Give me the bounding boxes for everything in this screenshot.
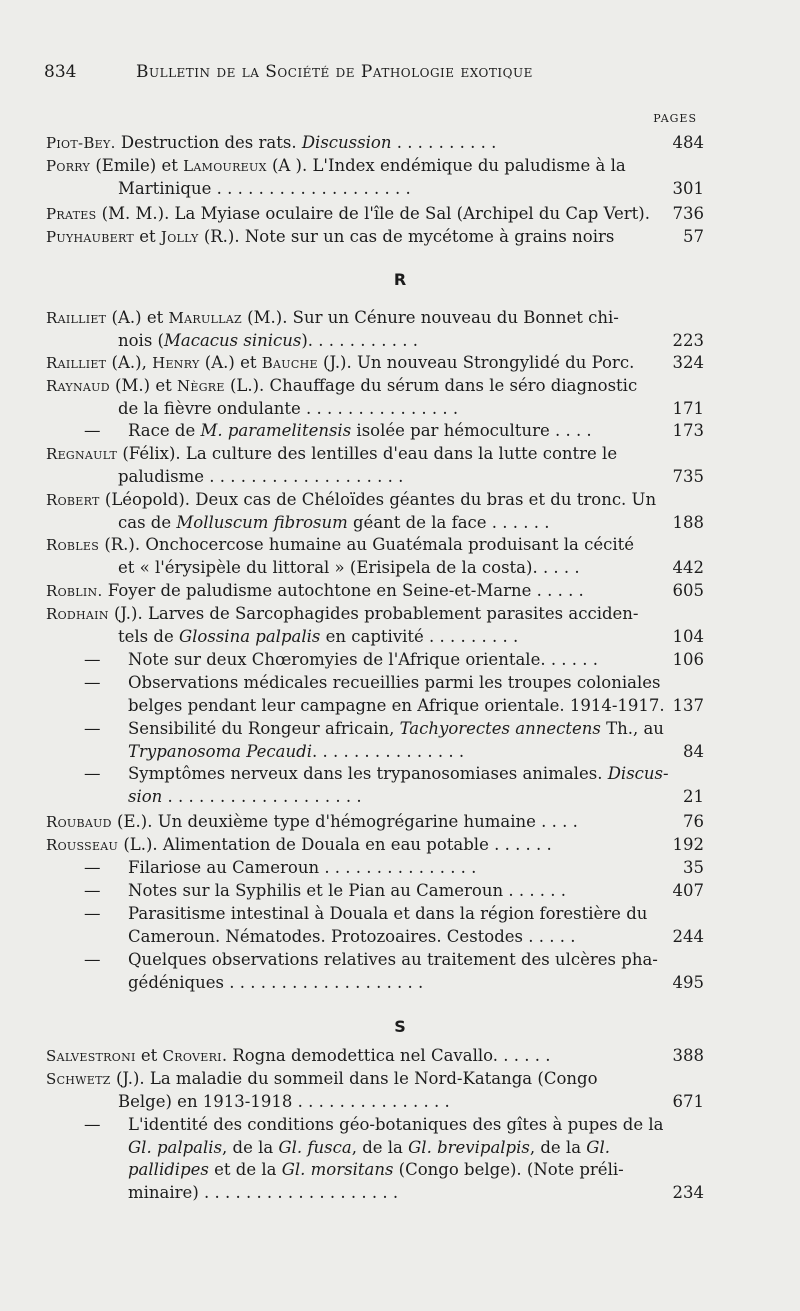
index-entry [46,903,704,948]
index-entry [46,534,704,579]
entry-line [46,580,704,603]
page-ref: 21 [677,786,704,809]
entry-text: (M.) et [109,376,177,395]
entry-line [46,834,704,857]
entry-text: Quelques observations relatives au traitement des ulcères pha- [128,950,658,969]
entry-text: Trypanosoma Pecaudi [128,741,312,761]
page-ref: 192 [667,834,705,857]
entry-text: et « l'érysipèle du littoral » (Erisipela de la costa). . . . . [118,557,580,577]
entry-line [46,466,704,489]
entry-line [46,811,704,834]
entry-line [46,489,700,512]
entry-line [46,132,704,155]
entry-text: Gl. [586,1137,610,1157]
entry-text: (R.). Note sur un cas de mycétome à grains noirs [198,227,615,246]
index-entry [46,420,704,443]
index-entry [46,443,704,488]
entry-text: (A.) et [106,308,169,327]
entry-line [46,903,700,926]
entry-text: Macacus sinicus [164,330,302,350]
entry-text: (J.). La maladie du sommeil dans le Nord-Katanga (Congo [110,1069,598,1088]
entry-line [46,603,700,626]
entry-line [46,330,704,353]
entry-text: cas de [118,512,177,532]
author-name: Rodhain [46,605,109,623]
author-name: Robles [46,536,100,554]
ditto-dash: — [84,881,101,900]
ditto-dash: — [84,673,101,692]
author-name: Piot-Bey. [46,134,116,152]
page-ref: 35 [677,857,704,880]
entry-line [46,398,704,421]
index-entry [46,949,704,994]
author-name: Bauche [261,354,318,372]
entry-line [46,1159,700,1182]
page-ref: 407 [667,880,705,903]
entry-line [46,1068,700,1091]
entry-text: (Léopold). Deux cas de Chéloïdes géantes du bras et du tronc. Un [99,490,657,509]
index-entry [46,649,704,672]
entry-text: Gl. morsitans [281,1160,394,1179]
entry-text: (Félix). La culture des lentilles d'eau dans la lutte contre le [117,444,618,463]
entry-line [46,926,704,949]
entry-line [46,375,700,398]
entry-line [46,672,700,695]
entry-line [46,626,704,649]
entry-line [46,857,704,880]
page-ref: 104 [667,626,705,649]
entry-line [46,1114,700,1137]
entry-text: Th., au [600,719,664,738]
entry-line [46,155,700,178]
entry-text: (A.), [106,353,153,372]
index-entry [46,718,704,763]
entry-text: et [135,1046,163,1065]
index-entry [46,763,704,808]
entry-text: Destruction des rats. [115,133,302,152]
author-name: Railliet [46,354,107,372]
index-entry [46,580,704,603]
page-ref: 234 [667,1182,705,1205]
entry-text: de la fièvre ondulante . . . . . . . . . . . . . . . [118,398,459,418]
entry-text: Belge) en 1913-1918 . . . . . . . . . . . . . . . [118,1091,450,1111]
ditto-dash: — [84,421,101,440]
author-name: Roblin. [46,582,103,600]
page-ref: 57 [677,226,704,249]
entry-text: Tachyorectes annectens [399,719,601,738]
ditto-dash: — [84,858,101,877]
entry-text: (E.). Un deuxième type d'hémogrégarine humaine . . . . [111,812,578,831]
page-ref: 76 [677,811,704,834]
entry-line [46,718,700,741]
entry-line [46,1137,700,1160]
author-name: Rousseau [46,836,119,854]
author-name: Schwetz [46,1070,111,1088]
ditto-dash: — [84,650,101,669]
entry-text: géant de la face . . . . . . [347,512,550,532]
journal-title: Bulletin de la Société de Pathologie exotique [136,62,533,82]
entry-text: . Rogna demodettica nel Cavallo. . . . . . [221,1046,551,1065]
entry-text: Martinique . . . . . . . . . . . . . . . . . . . [118,178,411,198]
entry-line [46,1182,704,1205]
entry-text: et de la [208,1160,282,1179]
entry-text: (M.). Sur un Cénure nouveau du Bonnet chi- [241,308,619,327]
entry-text: Discus- [607,764,669,783]
ditto-dash: — [84,904,101,923]
entry-line [46,1091,704,1114]
index-entry [46,603,704,648]
author-name: Salvestroni [46,1047,136,1065]
pages-column-label: PAGES [653,112,697,125]
entry-line [46,786,704,809]
entry-text: Parasitisme intestinal à Douala et dans la région forestière du [128,904,648,923]
entry-text: ). . . . . . . . . . . [301,330,418,350]
author-name: Puyhaubert [46,228,134,246]
ditto-dash: — [84,764,101,783]
entry-text: Foyer de paludisme autochtone en Seine-et-Marne . . . . . [102,581,584,600]
entry-line [46,557,704,580]
entry-line [46,972,704,995]
author-name: Jolly [160,228,199,246]
author-name: Nègre [176,377,225,395]
entry-line [46,534,700,557]
entry-line [46,420,704,443]
entry-text: Sensibilité du Rongeur africain, [128,719,400,738]
entry-text: (M. M.). La Myiase oculaire de l'île de Sal (Archipel du Cap Vert). [96,204,650,223]
page-ref: 388 [667,1045,705,1068]
entry-line [46,352,704,375]
entry-text: . . . . . . . . . . . . . . . . . . . [162,786,362,806]
entry-line [46,443,700,466]
entry-line [46,880,704,903]
page-ref: 324 [667,352,705,375]
entry-line [46,1045,704,1068]
page-ref: 137 [667,695,705,718]
entry-text: (J.). Larves de Sarcophagides probablement parasites acciden- [108,604,639,623]
page-ref: 84 [677,741,704,764]
index-entry [46,307,704,352]
entry-line [46,763,700,786]
entry-text: sion [128,786,163,806]
author-name: Robert [46,491,100,509]
entry-text: Filariose au Cameroun . . . . . . . . . . . . . . . [128,858,477,877]
index-entry [46,132,704,155]
entry-text: Molluscum fibrosum [176,512,348,532]
entry-line [46,949,700,972]
page-ref: 484 [667,132,705,155]
entry-text: Observations médicales recueillies parmi les troupes coloniales [128,673,661,692]
author-name: Marullaz [168,309,242,327]
entry-text: Discussion [301,133,392,152]
page-number: 834 [44,62,77,82]
entry-text: L'identité des conditions géo-botaniques des gîtes à pupes de la [128,1115,664,1134]
entry-text: et [133,227,161,246]
ditto-dash: — [84,719,101,738]
entry-text: Glossina palpalis [178,626,321,646]
section-letter-r: R [393,270,407,289]
entry-text: Symptômes nerveux dans les trypanosomiases animales. [128,764,608,783]
entry-text: Gl. palpalis [128,1137,223,1157]
index-entry [46,203,704,226]
entry-text: (J.). Un nouveau Strongylidé du Porc. [317,353,635,372]
entry-line [46,226,704,249]
entry-text: Cameroun. Nématodes. Protozoaires. Cestodes . . . . . [128,926,576,946]
entry-line [46,203,704,226]
page-ref: 442 [667,557,705,580]
entry-text: . . . . . . . . . . . . . . . [311,741,465,761]
index-entry [46,1045,704,1068]
entry-text: , de la [222,1137,279,1157]
page-ref: 106 [667,649,705,672]
author-name: Raynaud [46,377,110,395]
index-entry [46,857,704,880]
entry-text: (Congo belge). (Note préli- [393,1160,624,1179]
author-name: Roubaud [46,813,112,831]
index-entry [46,1068,704,1113]
entry-line [46,741,704,764]
entry-text: Note sur deux Chœromyies de l'Afrique orientale. . . . . . [128,650,599,669]
entry-text: tels de [118,626,179,646]
author-name: Henry [152,354,200,372]
index-entry [46,352,704,375]
page-ref: 244 [667,926,705,949]
page-ref: 736 [667,203,705,226]
page-ref: 735 [667,466,705,489]
entry-text: minaire) . . . . . . . . . . . . . . . . . . . [128,1182,399,1202]
entry-line [46,649,704,672]
entry-text: , de la [351,1137,409,1157]
entry-text: belges pendant leur campagne en Afrique orientale. 1914-1917. [128,695,665,715]
page-ref: 223 [667,330,705,353]
entry-text: (A.) et [199,353,262,372]
entry-text: gédéniques . . . . . . . . . . . . . . . . . . . [128,972,424,992]
page-ref: 301 [667,178,705,201]
index-entry [46,811,704,834]
entry-text: paludisme . . . . . . . . . . . . . . . . . . . [118,466,404,486]
entry-text: pallidipes [128,1160,209,1179]
index-entry [46,880,704,903]
entry-text: isolée par hémoculture . . . . [351,421,592,440]
index-entry [46,1114,704,1204]
index-entry [46,672,704,717]
entry-text: , de la [529,1137,587,1157]
section-letter-s: S [394,1017,406,1036]
entry-text: (R.). Onchocercose humaine au Guatémala produisant la cécité [99,535,635,554]
entry-text: Notes sur la Syphilis et le Pian au Cameroun . . . . . . [128,881,567,900]
entry-text: M. paramelitensis [200,421,352,440]
author-name: Regnault [46,445,118,463]
author-name: Croveri [162,1047,222,1065]
page-ref: 671 [667,1091,705,1114]
entry-text: (L.). Chauffage du sérum dans le séro diagnostic [224,376,638,395]
page-ref: 173 [667,420,705,443]
index-entry [46,834,704,857]
index-entry [46,226,704,249]
entry-line [46,178,704,201]
index-entry [46,489,704,534]
entry-text: (Emile) et [90,156,184,175]
index-entry [46,155,704,200]
entry-text: . . . . . . . . . . [391,133,497,152]
page-ref: 171 [667,398,705,421]
author-name: Lamoureux [183,157,267,175]
entry-text: (L.). Alimentation de Douala en eau potable . . . . . . [118,835,552,854]
entry-text: en captivité . . . . . . . . . [320,626,519,646]
page-ref: 188 [667,512,705,535]
entry-line [46,695,704,718]
entry-text: (A ). L'Index endémique du paludisme à la [266,156,626,175]
ditto-dash: — [84,1115,101,1134]
author-name: Porry [46,157,91,175]
entry-line [46,512,704,535]
entry-text: Gl. fusca [278,1137,352,1157]
entry-text: Gl. brevipalpis [408,1137,530,1157]
ditto-dash: — [84,950,101,969]
page-ref: 495 [667,972,705,995]
entry-text: nois ( [118,330,164,350]
author-name: Prates [46,205,97,223]
entry-line [46,307,700,330]
page-ref: 605 [667,580,705,603]
author-name: Railliet [46,309,107,327]
entry-text: Race de [128,421,201,440]
index-entry [46,375,704,420]
